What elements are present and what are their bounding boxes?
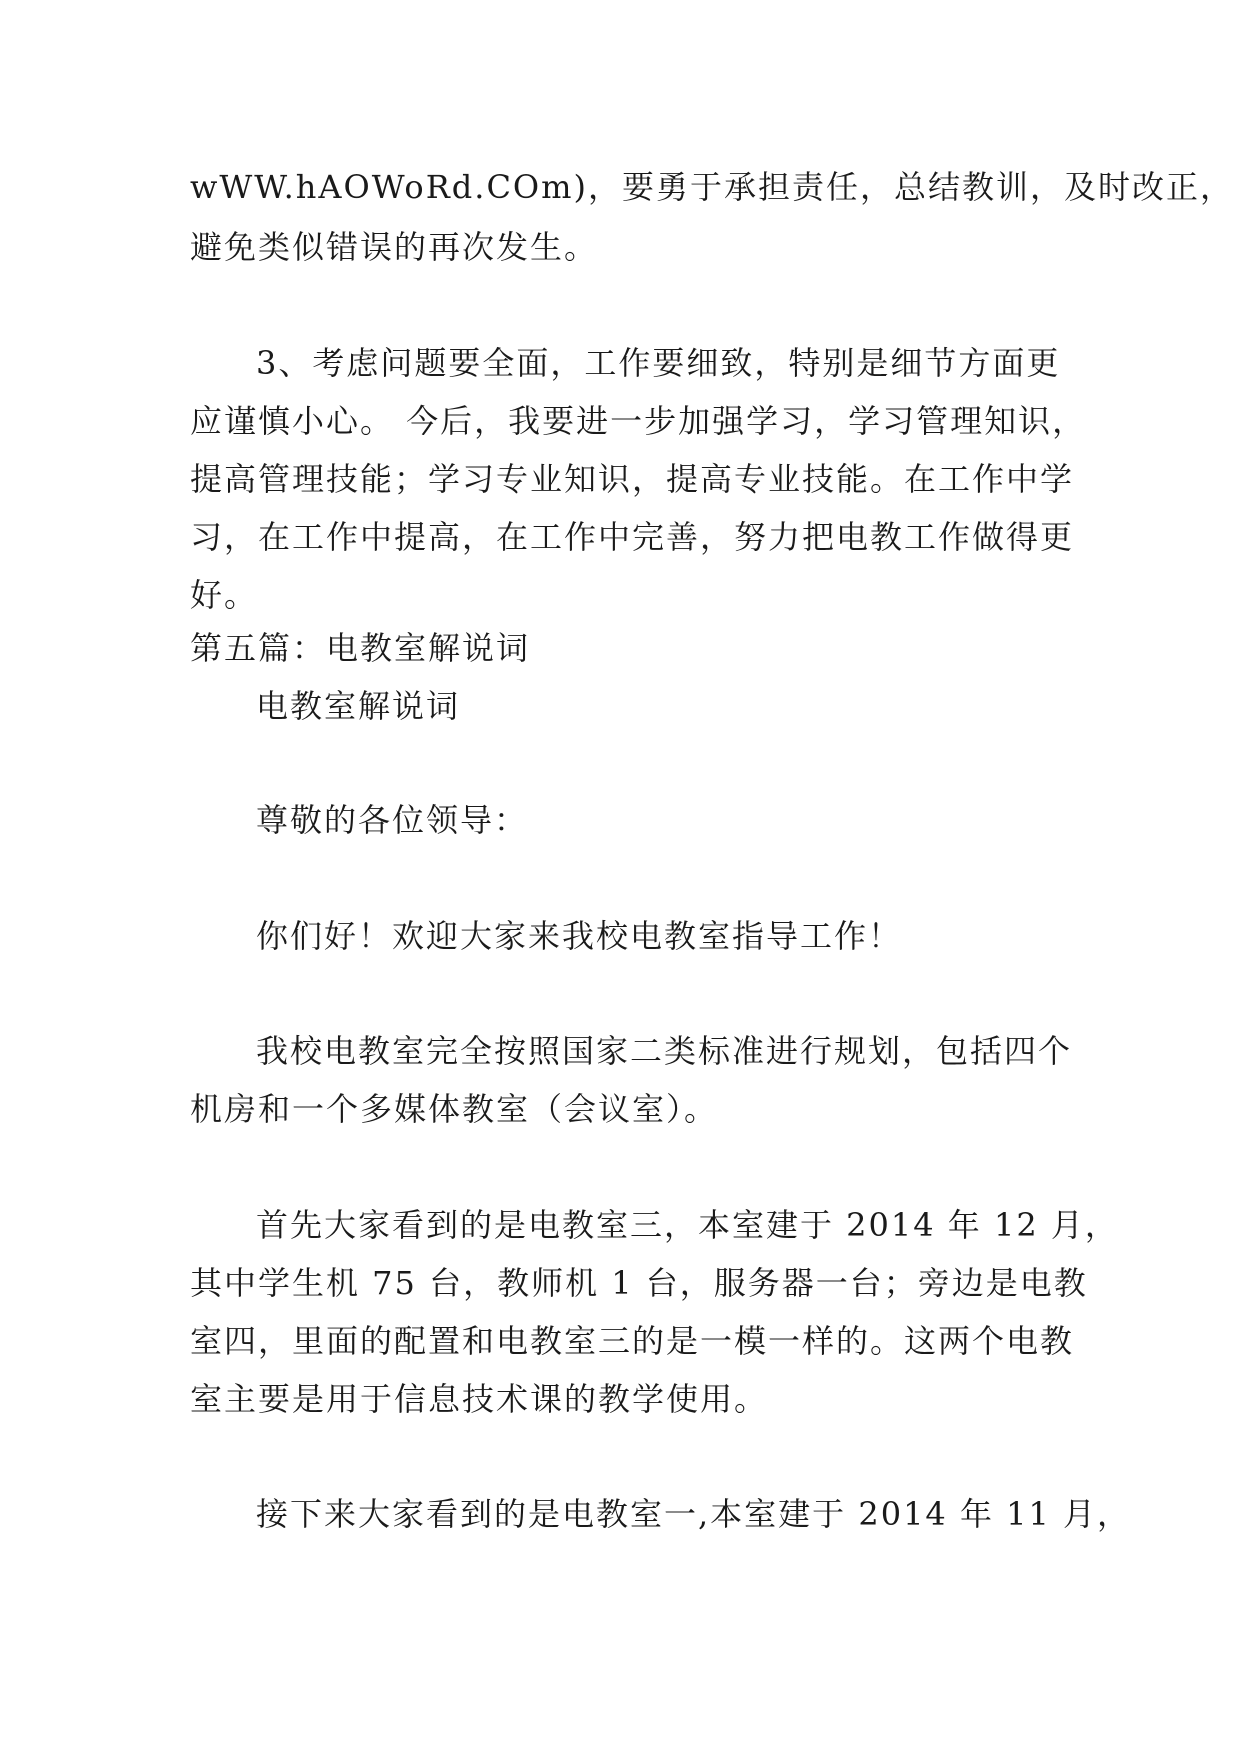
text-line-5: 提高管理技能；学习专业知识，提高专业技能。在工作中学 xyxy=(190,460,1075,498)
section-title: 电教室解说词 xyxy=(256,687,461,725)
salutation: 尊敬的各位领导： xyxy=(256,801,529,839)
text-line-18: 接下来大家看到的是电教室一,本室建于 2014 年 11 月， xyxy=(256,1495,1132,1533)
text-line-16: 室四，里面的配置和电教室三的是一模一样的。这两个电教 xyxy=(190,1322,1075,1360)
text-line-3: 3、考虑问题要全面，工作要细致，特别是细节方面更 xyxy=(256,344,1061,382)
text-line-4: 应谨慎小心。 今后，我要进一步加强学习，学习管理知识， xyxy=(190,402,1087,440)
text-line-1: wWW.hAOWoRd.COm)，要勇于承担责任，总结教训，及时改正， xyxy=(190,168,1234,206)
greeting: 你们好！欢迎大家来我校电教室指导工作！ xyxy=(256,917,903,955)
text-line-17: 室主要是用于信息技术课的教学使用。 xyxy=(190,1380,769,1418)
section-heading: 第五篇：电教室解说词 xyxy=(190,629,531,667)
text-line-2: 避免类似错误的再次发生。 xyxy=(190,228,599,266)
text-line-15: 其中学生机 75 台，教师机 1 台，服务器一台；旁边是电教 xyxy=(190,1264,1088,1302)
text-line-7: 好。 xyxy=(190,576,259,614)
text-line-12: 我校电教室完全按照国家二类标准进行规划，包括四个 xyxy=(256,1032,1073,1070)
text-line-13: 机房和一个多媒体教室（会议室）。 xyxy=(190,1090,719,1128)
text-line-6: 习，在工作中提高，在工作中完善，努力把电教工作做得更 xyxy=(190,518,1075,556)
text-line-14: 首先大家看到的是电教室三，本室建于 2014 年 12 月， xyxy=(256,1206,1119,1244)
